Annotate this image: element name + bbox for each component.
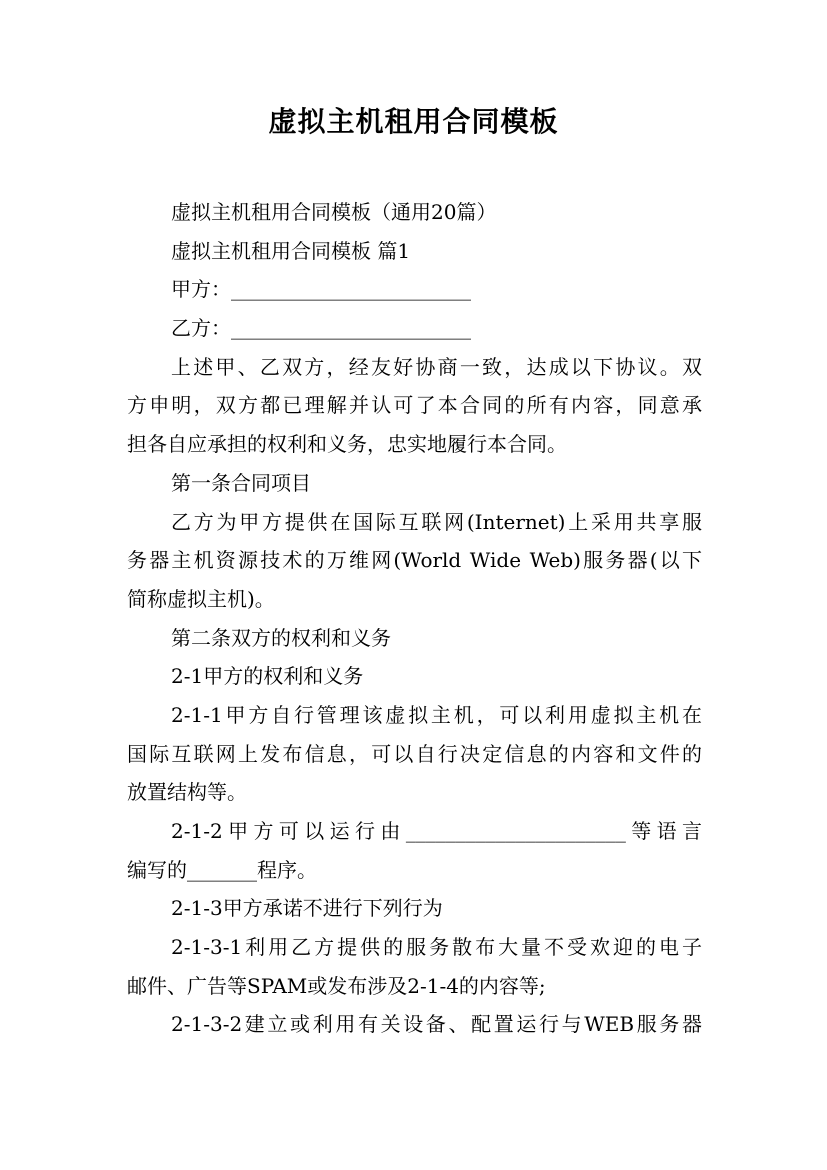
paragraph-line: 2-1-1甲方自行管理该虚拟主机，可以利用虚拟主机在 (171, 702, 702, 727)
subsection-heading: 2-1甲方的权利和义务 (171, 664, 364, 689)
paragraph-line: 国际互联网上发布信息，可以自行决定信息的内容和文件的 (127, 741, 702, 766)
paragraph-line: 邮件、广告等SPAM或发布涉及2-1-4的内容等; (127, 973, 546, 998)
paragraph-line: 虚拟主机租用合同模板 篇1 (171, 238, 411, 263)
paragraph-line: 编写的_______程序。 (127, 857, 317, 882)
paragraph-line: 担各自应承担的权利和义务，忠实地履行本合同。 (127, 432, 567, 457)
paragraph-line: 2-1-3-1利用乙方提供的服务散布大量不受欢迎的电子 (171, 935, 702, 960)
section-heading: 第一条合同项目 (171, 470, 311, 495)
paragraph-line: 放置结构等。 (127, 780, 247, 805)
paragraph-line: 上述甲、乙双方，经友好协商一致，达成以下协议。双 (171, 354, 702, 379)
paragraph-line: 方申明，双方都已理解并认可了本合同的所有内容，同意承 (127, 393, 702, 418)
paragraph-line: 简称虚拟主机)。 (127, 586, 275, 611)
paragraph-line: 乙方为甲方提供在国际互联网(Internet)上采用共享服 (171, 509, 702, 534)
paragraph-line: 2-1-2甲方可以运行由______________________等语言 (171, 819, 702, 843)
section-heading: 第二条双方的权利和义务 (171, 625, 391, 650)
document-title: 虚拟主机租用合同模板 (268, 105, 559, 138)
subsection-heading: 2-1-3甲方承诺不进行下列行为 (171, 896, 443, 921)
paragraph-line: 务器主机资源技术的万维网(World Wide Web)服务器(以下 (127, 548, 702, 573)
party-a-line: 甲方：________________________ (171, 277, 471, 302)
paragraph-line: 2-1-3-2建立或利用有关设备、配置运行与WEB服务器 (171, 1012, 702, 1037)
party-b-line: 乙方：________________________ (171, 316, 471, 341)
document-body (127, 193, 702, 1044)
paragraph-line: 虚拟主机租用合同模板（通用20篇） (171, 200, 497, 224)
